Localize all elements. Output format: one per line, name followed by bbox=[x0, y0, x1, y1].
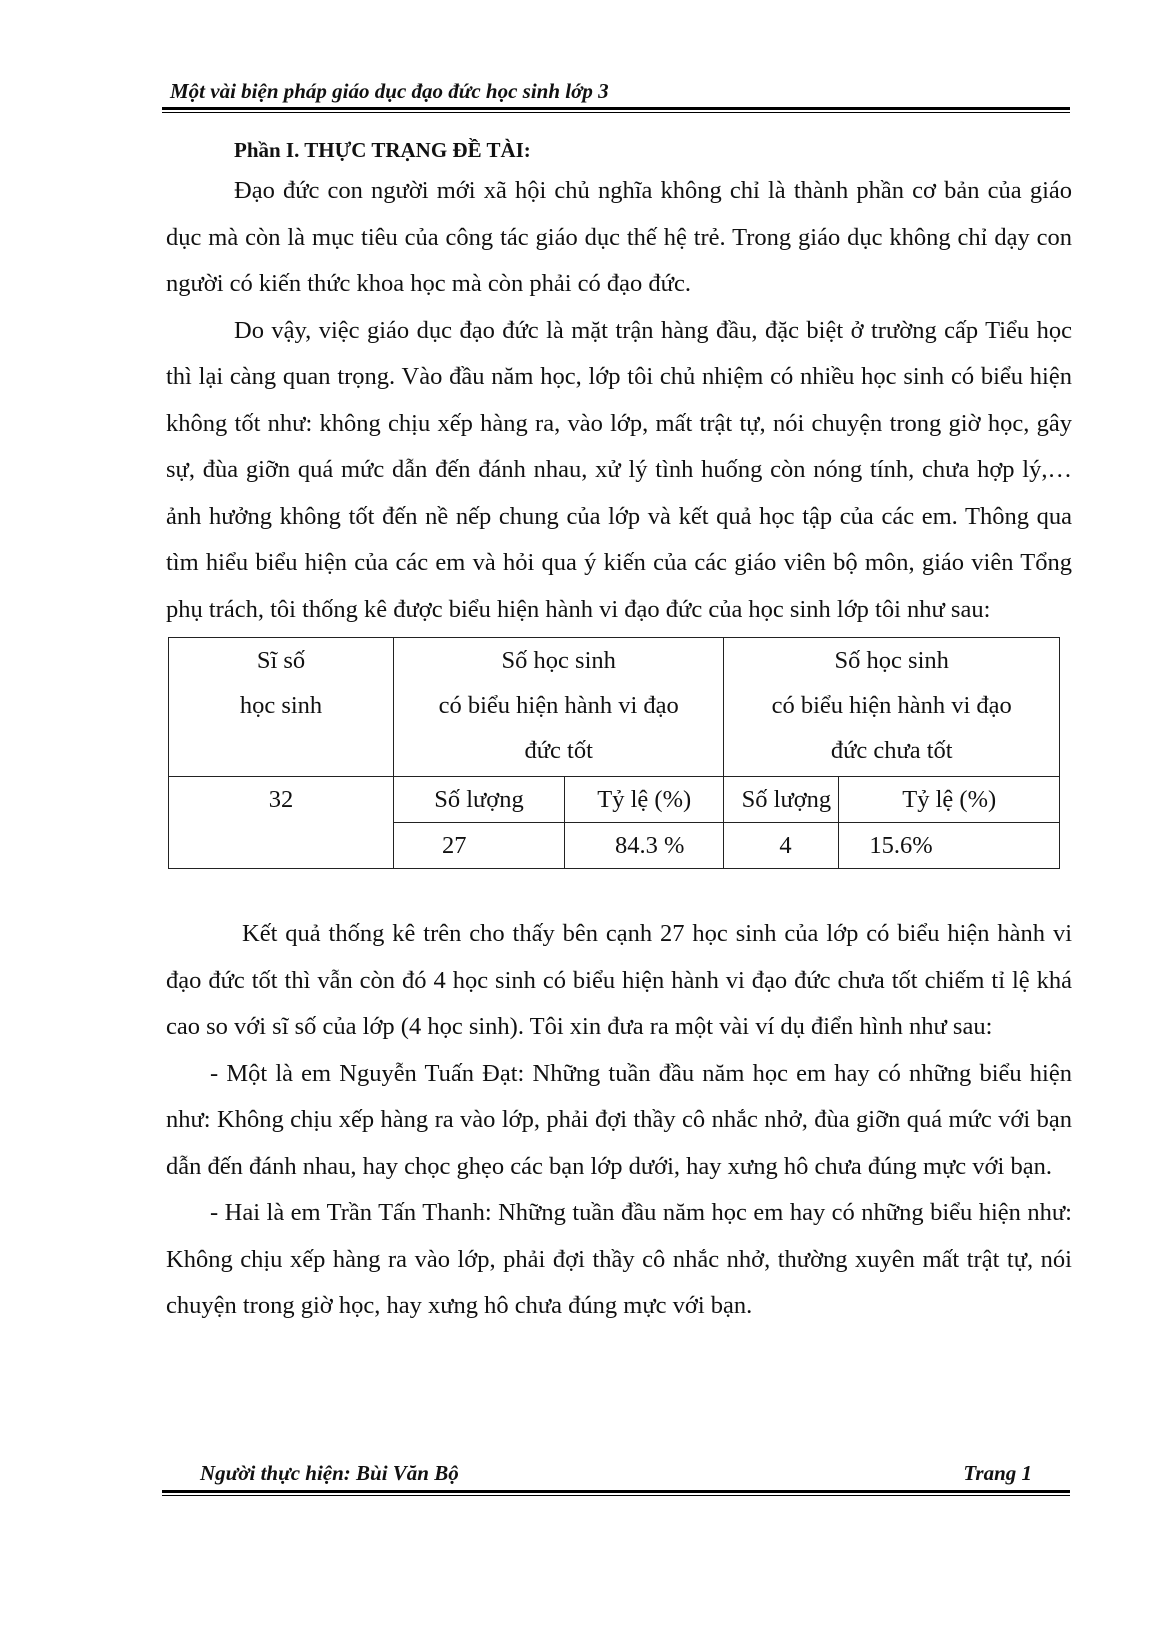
good-count-header: Số lượng bbox=[394, 777, 565, 823]
good-ratio-value: 84.3 % bbox=[565, 823, 724, 869]
bad-ratio-value: 15.6% bbox=[839, 823, 1060, 869]
bad-count-value: 4 bbox=[724, 823, 839, 869]
bad-ratio-header: Tỷ lệ (%) bbox=[839, 777, 1060, 823]
section-title: Phần I. THỰC TRẠNG ĐỀ TÀI: bbox=[234, 138, 531, 162]
table-header-row bbox=[169, 638, 1060, 777]
header-cell-good: Số học sinh có biểu hiện hành vi đạo đức tốt bbox=[394, 638, 724, 777]
good-count-value: 27 bbox=[394, 823, 565, 869]
paragraph: Kết quả thống kê trên cho thấy bên cạnh 27 học sinh của lớp có biểu hiện hành vi đạo đức tốt thì vẫn còn đó 4 học sinh có biểu hiện hành vi đạo đức chưa tốt chiếm tỉ lệ khá cao so với sĩ số của lớp (4 học sinh). Tôi xin đưa ra một vài ví dụ điển hình như sau: bbox=[166, 920, 1072, 1040]
bad-count-header: Số lượng bbox=[724, 777, 839, 823]
header-cell-not-good: Số học sinh có biểu hiện hành vi đạo đức chưa tốt bbox=[724, 638, 1060, 777]
page-header-title: Một vài biện pháp giáo dục đạo đức học sinh lớp 3 bbox=[170, 79, 609, 103]
page-footer bbox=[200, 1460, 1032, 1486]
paragraph: Đạo đức con người mới xã hội chủ nghĩa không chỉ là thành phần cơ bản của giáo dục mà còn là mục tiêu của công tác giáo dục thế hệ trẻ. Trong giáo dục không chỉ dạy con người có kiến thức khoa học mà còn phải có đạo đức. bbox=[166, 177, 1072, 297]
header-rule bbox=[162, 107, 1070, 113]
paragraph: Do vậy, việc giáo dục đạo đức là mặt trận hàng đầu, đặc biệt ở trường cấp Tiểu học thì lại càng quan trọng. Vào đầu năm học, lớp tôi chủ nhiệm có nhiều học sinh có biểu hiện không tốt như: không chịu xếp hàng ra, vào lớp, mất trật tự, nói chuyện trong giờ học, gây sự, đùa giỡn quá mức dẫn đến đánh nhau, xử lý tình huống còn nóng tính, chưa hợp lý,… ảnh hưởng không tốt đến nề nếp chung của lớp và kết quả học tập của các em. Thông qua tìm hiểu biểu hiện của các em và hỏi qua ý kiến của các giáo viên bộ môn, giáo viên Tổng phụ trách, tôi thống kê được biểu hiện hành vi đạo đức của học sinh lớp tôi như sau: bbox=[166, 316, 1072, 623]
paragraph: - Hai là em Trần Tấn Thanh: Những tuần đầu năm học em hay có những biểu hiện như: Không chịu xếp hàng ra vào lớp, phải đợi thầy cô nhắc nhở, thường xuyên mất trật tự, nói chuyện trong giờ học, hay xưng hô chưa đúng mực với bạn. bbox=[166, 1199, 1072, 1319]
header-cell-class-size: Sĩ số học sinh bbox=[169, 638, 394, 777]
good-ratio-header: Tỷ lệ (%) bbox=[565, 777, 724, 823]
footer-rule bbox=[162, 1490, 1070, 1496]
document-body bbox=[166, 132, 1072, 1330]
statistics-table bbox=[168, 637, 1060, 869]
footer-author: Người thực hiện: Bùi Văn Bộ bbox=[200, 1461, 459, 1485]
total-students-cell: 32 bbox=[169, 777, 394, 869]
table-subheader-row bbox=[169, 777, 1060, 823]
paragraph: - Một là em Nguyễn Tuấn Đạt: Những tuần đầu năm học em hay có những biểu hiện như: Không chịu xếp hàng ra vào lớp, phải đợi thầy cô nhắc nhở, đùa giỡn quá mức với bạn dẫn đến đánh nhau, hay chọc ghẹo các bạn lớp dưới, hay xưng hô chưa đúng mực với bạn. bbox=[166, 1059, 1072, 1180]
footer-page-number: Trang 1 bbox=[963, 1461, 1032, 1485]
